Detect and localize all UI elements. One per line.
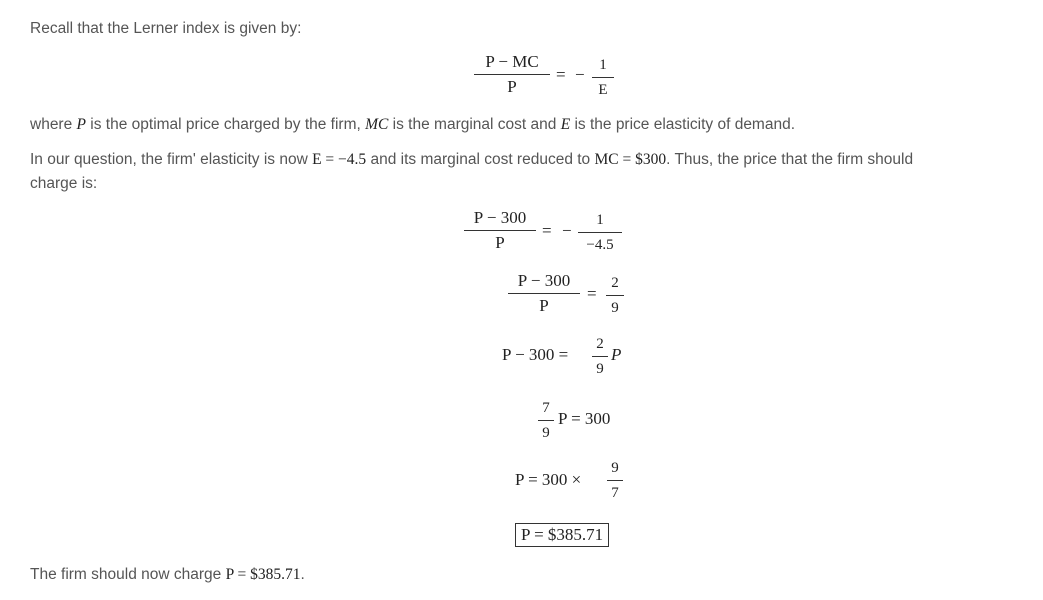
step3-denominator: 9 — [596, 361, 604, 377]
formula-rhs-denominator: E — [598, 82, 608, 98]
where-symbol-e: E — [560, 116, 571, 133]
formula-numerator: P − MC — [485, 52, 539, 71]
step4-denominator: 9 — [542, 425, 550, 441]
formula-denominator: P — [507, 77, 517, 96]
question-line-2: charge is: — [30, 175, 98, 192]
step2-numerator: P − 300 — [517, 271, 571, 290]
fraction-bar — [592, 356, 608, 357]
formula-rhs-numerator: 1 — [599, 57, 607, 73]
step1-rhs-denominator: −4.5 — [586, 237, 614, 253]
where-symbol-mc: MC — [365, 116, 389, 133]
formula-rhs-fraction — [592, 55, 614, 100]
formula-lhs-fraction — [474, 52, 550, 97]
step3-rhs: P — [611, 345, 622, 364]
fraction-bar — [464, 230, 536, 231]
where-symbol-p: P — [76, 116, 86, 133]
formula-equals: = — [556, 65, 566, 84]
step1-rhs-numerator: 1 — [596, 212, 604, 228]
fraction-bar — [578, 232, 622, 233]
boxed-answer: P = $385.71 — [515, 523, 609, 547]
step2-lhs-fraction — [508, 271, 580, 316]
step3-lhs: P − 300 = — [502, 345, 569, 364]
fraction-bar — [508, 293, 580, 294]
question-text-2: and its marginal cost reduced to — [366, 151, 595, 168]
conclusion-sentence — [30, 563, 305, 587]
conclusion-price: P = $385.71 — [225, 566, 301, 583]
formula-minus: − — [575, 65, 585, 84]
conclusion-text-2: . — [300, 566, 305, 583]
conclusion-text-1: The firm should now charge — [30, 566, 226, 583]
step5-numerator: 9 — [611, 460, 619, 476]
step3-fraction — [592, 334, 608, 379]
question-elasticity: E = −4.5 — [312, 151, 367, 168]
where-text-3: is the marginal cost and — [388, 116, 561, 133]
step5-fraction — [607, 458, 623, 503]
fraction-bar — [474, 74, 550, 75]
step4-fraction — [538, 398, 554, 443]
fraction-bar — [592, 77, 614, 78]
where-text-2: is the optimal price charged by the firm, — [86, 116, 366, 133]
step1-minus: − — [562, 221, 572, 240]
question-text-3: . Thus, the price that the firm should — [666, 151, 914, 168]
step1-lhs-fraction — [464, 208, 536, 253]
fraction-bar — [607, 480, 623, 481]
step2-rhs-denominator: 9 — [611, 300, 619, 316]
step2-rhs-numerator: 2 — [611, 275, 619, 291]
fraction-bar — [606, 295, 624, 296]
step1-rhs-fraction — [578, 210, 622, 255]
step4-numerator: 7 — [542, 400, 550, 416]
fraction-bar — [538, 420, 554, 421]
question-text-1: In our question, the firm' elasticity is now — [30, 151, 313, 168]
step1-numerator: P − 300 — [473, 208, 527, 227]
where-text-1: where — [30, 116, 77, 133]
step5-lhs: P = 300 × — [515, 470, 582, 489]
where-text-4: is the price elasticity of demand. — [570, 116, 796, 133]
where-sentence — [30, 113, 795, 137]
step1-denominator: P — [495, 233, 505, 252]
step2-denominator: P — [539, 296, 549, 315]
step3-numerator: 2 — [596, 336, 604, 352]
intro-text: Recall that the Lerner index is given by: — [30, 20, 302, 37]
step2-equals: = — [587, 284, 597, 303]
step4-rhs: P = 300 — [558, 409, 611, 428]
question-marginal-cost: MC = $300 — [594, 151, 667, 168]
step2-rhs-fraction — [606, 273, 624, 318]
step1-equals: = — [542, 221, 552, 240]
question-line-1 — [30, 148, 913, 172]
step5-denominator: 7 — [611, 485, 619, 501]
